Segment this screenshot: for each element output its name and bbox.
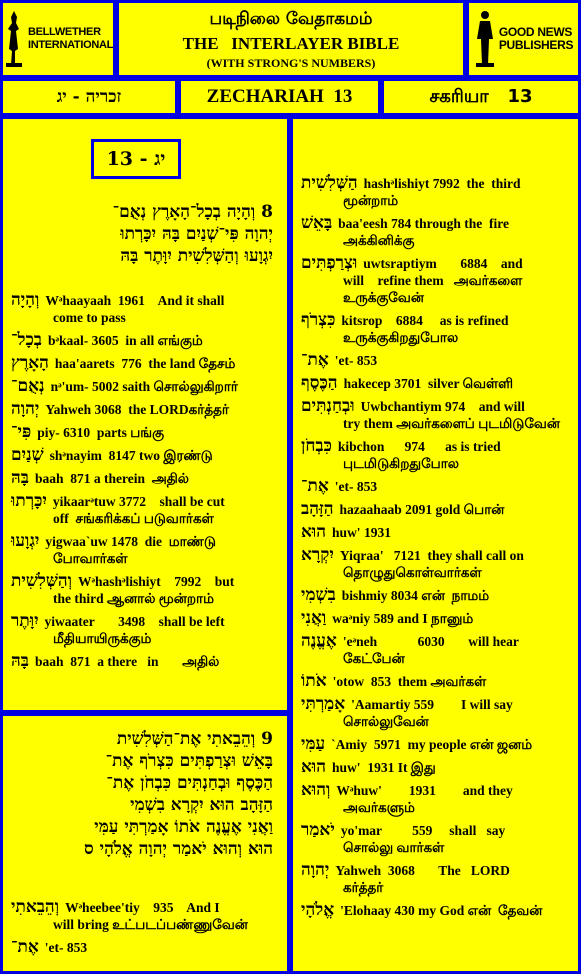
word-entry	[301, 547, 573, 581]
word-hebrew: הַזָּהָב	[301, 499, 334, 519]
word-entry	[301, 673, 573, 690]
word-entry	[301, 902, 573, 919]
word-gloss: baah 871 a there in அதில்	[34, 654, 220, 669]
word-hebrew: אֶת־	[11, 937, 39, 957]
word-gloss: kitsrop 6884 as is refined	[341, 313, 509, 328]
word-hebrew: אָמַרְתִּי	[301, 694, 346, 714]
word-gloss: Yahweh 3068 the LORDகர்த்தர்	[45, 402, 229, 417]
word-gloss: yiwaater 3498 shall be left	[44, 614, 225, 629]
word-gloss-continued: போவார்கள்	[53, 551, 128, 566]
word-gloss: Yahweh 3068 The LORD	[335, 863, 510, 878]
word-gloss-continued: off சங்கரிக்கப் படுவார்கள்	[53, 511, 214, 526]
word-entry	[11, 355, 277, 372]
word-hebrew: יְהוָה	[11, 399, 40, 419]
word-hebrew: בָּאֵשׁ	[301, 213, 333, 233]
word-entry	[301, 255, 573, 306]
word-gloss-continued: will bring உட்படப்பண்ணுவேன்	[53, 917, 248, 932]
word-gloss: 'et- 853	[44, 940, 88, 955]
word-entry	[301, 822, 573, 856]
word-entry	[301, 736, 573, 753]
word-gloss: 'et- 853	[334, 353, 378, 368]
verse9-hebrew-line: הַזָּהָב הוּא יִקְרָא בִשְׁמִי	[130, 795, 273, 815]
verse9-panel	[0, 713, 290, 974]
title-subtitle: (WITH STRONG'S NUMBERS)	[206, 56, 376, 70]
word-entry	[11, 533, 277, 567]
book-hebrew: זכריה - יג	[56, 87, 122, 107]
word-hebrew: כִּצְרֹף	[301, 310, 336, 330]
title-english: THE INTERLAYER BIBLE	[182, 34, 400, 53]
word-gloss: huw' 1931 It இது	[332, 760, 436, 775]
word-gloss: nᵊ'um- 5002 saith சொல்லுகிறார்	[50, 379, 238, 394]
title-block	[116, 0, 466, 78]
verse9-right-panel	[290, 116, 581, 974]
word-hebrew: אֹתוֹ	[301, 671, 327, 691]
word-entry	[301, 633, 573, 667]
word-entry	[11, 332, 277, 349]
word-gloss: bishmiy 8034 என் நாமம்	[341, 588, 490, 603]
word-gloss: yigwaa`uw 1478 die மாண்டு	[45, 534, 216, 549]
good-news-line2: PUBLISHERS	[498, 38, 574, 52]
word-entry	[11, 899, 277, 933]
word-gloss: `Amiy 5971 my people என் ஜனம்	[331, 737, 533, 752]
word-entry	[301, 862, 573, 896]
book-english: ZECHARIAH 13	[206, 86, 353, 107]
word-entry	[301, 352, 573, 369]
word-entry	[301, 175, 573, 209]
word-entry	[11, 470, 277, 487]
verse9-hebrew-line: וַאֲנִי אֶעֱנֶה אֹתוֹ אָמַרְתִּי עַמִּי	[94, 817, 273, 837]
word-entry	[11, 401, 277, 418]
book-english-cell	[178, 78, 381, 116]
word-gloss-continued: சொல்லுவேன்	[343, 714, 429, 729]
word-entry	[301, 782, 573, 816]
word-gloss: uwtsraptiym 6884 and	[363, 256, 523, 271]
bellwether-figure-icon	[3, 9, 25, 69]
word-gloss-continued: சொல்லு வார்கள்	[343, 840, 445, 855]
word-gloss: kibchon 974 as is tried	[337, 439, 501, 454]
good-news-figure-icon	[474, 9, 496, 69]
word-hebrew: אֶעֱנֶה	[301, 631, 337, 651]
word-gloss-continued: மூன்றாம்	[343, 193, 399, 208]
word-hebrew: בָּהּ	[11, 651, 29, 671]
word-hebrew: אֱלֹהָי	[301, 900, 335, 920]
verse8-hebrew-line: 8 וְהָיָה בְכָל־הָאָרֶץ נְאֻם־	[112, 202, 273, 222]
word-gloss: bᵊkaal- 3605 in all எங்கும்	[47, 333, 203, 348]
word-gloss: Yiqraa' 7121 they shall call on	[339, 548, 524, 563]
word-entry	[301, 312, 573, 346]
word-entry	[11, 939, 277, 956]
word-gloss: huw' 1931	[332, 525, 391, 540]
verse9-hebrew-line: 9 וְהֵבֵאתִי אֶת־הַשְּׁלִשִׁית	[116, 729, 273, 749]
word-hebrew: נְאֻם־	[11, 376, 45, 396]
word-gloss: piy- 6310 parts பங்கு	[37, 425, 165, 440]
word-hebrew: יִוָּתֶר	[11, 611, 39, 631]
word-entry	[301, 501, 573, 518]
word-entry	[301, 375, 573, 392]
word-gloss-continued: உருக்குகிறதுபோல	[343, 330, 459, 345]
word-gloss: haa'aarets 776 the land தேசம்	[54, 356, 236, 371]
word-gloss: shᵊnayim 8147 two இரண்டு	[49, 448, 213, 463]
word-entry	[301, 759, 573, 776]
verse8-hebrew-line: יִגְוָעוּ וְהַשְּׁלִשִׁית יִוָּתֶר בָּהּ	[120, 246, 273, 266]
word-entry	[301, 524, 573, 541]
word-hebrew: הַשְּׁלִשִׁית	[301, 173, 358, 193]
word-hebrew: וְהָיָה	[11, 290, 40, 310]
verse8-hebrew-line: יְהוָה פִּי־שְׁנַיִם בָּהּ יִכָּרְתוּ	[120, 224, 273, 244]
verse8-hebrew	[113, 201, 273, 267]
word-gloss: baa'eesh 784 through the fire	[338, 216, 510, 231]
chapter-label	[91, 139, 181, 179]
word-entry	[11, 573, 277, 607]
word-gloss: Wᵊhaayaah 1961 And it shall	[45, 293, 225, 308]
word-gloss: Uwbchantiym 974 and will	[360, 399, 525, 414]
word-entry	[11, 447, 277, 464]
word-hebrew: הוּא	[301, 757, 327, 777]
word-gloss: Wᵊheebee'tiy 935 And I	[65, 900, 220, 915]
verse8-word-list	[11, 292, 277, 676]
verse9-hebrew	[84, 728, 273, 860]
word-entry	[11, 292, 277, 326]
word-gloss-continued: கர்த்தர்	[343, 880, 384, 895]
book-tamil-cell	[381, 78, 581, 116]
word-entry	[11, 653, 277, 670]
word-hebrew: הוּא	[301, 522, 327, 542]
word-gloss-continued: புடமிடுகிறதுபோல	[343, 456, 459, 471]
word-hebrew: יֹאמַר	[301, 820, 335, 840]
word-hebrew: יִגְוָעוּ	[11, 531, 40, 551]
word-gloss: hashᵊlishiyt 7992 the third	[363, 176, 521, 191]
word-gloss: 'Aamartiy 559 I will say	[351, 697, 513, 712]
good-news-logo	[466, 0, 581, 78]
word-gloss-continued: மீதியாயிருக்கும்	[53, 631, 152, 646]
word-hebrew: וּצְרַפְתִּים	[301, 253, 358, 273]
word-hebrew: יְהוָה	[301, 860, 330, 880]
word-gloss: Wᵊhuw' 1931 and they	[336, 783, 513, 798]
word-gloss: hazaahaab 2091 gold பொன்	[339, 502, 505, 517]
verse9-right-word-list	[301, 175, 573, 925]
word-hebrew: יִקְרָא	[301, 545, 334, 565]
word-entry	[11, 378, 277, 395]
word-gloss: 'eᵊneh 6030 will hear	[342, 634, 519, 649]
word-gloss: waᵊniy 589 and I நானும்	[332, 611, 474, 626]
word-entry	[301, 215, 573, 249]
good-news-line1: GOOD NEWS	[498, 25, 573, 39]
word-hebrew: עַמִּי	[301, 734, 326, 754]
word-entry	[301, 438, 573, 472]
word-hebrew: וַאֲנִי	[301, 608, 327, 628]
book-tamil: சகரியா 13	[429, 85, 533, 107]
word-hebrew: כִּבְחֹן	[301, 436, 332, 456]
word-gloss-continued: அக்கினிக்கு	[343, 233, 415, 248]
word-gloss: Wᵊhashᵊlishiyt 7992 but	[77, 574, 235, 589]
word-gloss-continued: உருக்குவேன்	[343, 290, 424, 305]
verse9-hebrew-line: הַכֶּסֶף וּבְחַנְתִּים כִּבְחֹן אֶת־	[106, 773, 273, 793]
verse9-hebrew-line: בָּאֵשׁ וּצְרַפְתִּים כִּצְרֹף אֶת־	[105, 751, 273, 771]
word-gloss: yo'mar 559 shall say	[340, 823, 506, 838]
word-hebrew: אֶת־	[301, 350, 329, 370]
word-gloss: yikaarᵊtuw 3772 shall be cut	[52, 494, 225, 509]
word-entry	[11, 424, 277, 441]
word-hebrew: בִשְׁמִי	[301, 585, 336, 605]
word-gloss: 'Elohaay 430 my God என் தேவன்	[340, 903, 543, 918]
word-entry	[11, 613, 277, 647]
word-gloss: 'et- 853	[334, 479, 378, 494]
word-gloss-continued: தொழுதுகொள்வார்கள்	[343, 565, 482, 580]
word-hebrew: הָאָרֶץ	[11, 353, 49, 373]
word-entry	[301, 696, 573, 730]
word-hebrew: וְהַשְּׁלִשִׁית	[11, 571, 72, 591]
word-gloss-continued: try them அவர்களைப் புடமிடுவேன்	[343, 416, 560, 431]
bellwether-logo	[0, 0, 116, 78]
chapter-label-text: יג - 13	[106, 147, 166, 170]
word-hebrew: אֶת־	[301, 476, 329, 496]
word-gloss-continued: come to pass	[53, 310, 126, 325]
word-hebrew: פִּי־	[11, 422, 32, 442]
word-gloss: baah 871 a therein அதில்	[34, 471, 190, 486]
word-gloss-continued: அவர்களும்	[343, 800, 415, 815]
word-entry	[301, 587, 573, 604]
word-hebrew: וְהֵבֵאתִי	[11, 897, 60, 917]
word-hebrew: בָּהּ	[11, 468, 29, 488]
bellwether-line1: BELLWETHER	[27, 26, 101, 38]
book-hebrew-cell	[0, 78, 178, 116]
word-hebrew: הַכֶּסֶף	[301, 373, 338, 393]
word-entry	[11, 493, 277, 527]
title-tamil: படிநிலை வேதாகமம்	[209, 9, 373, 29]
word-entry	[301, 478, 573, 495]
verse9-left-word-list	[11, 899, 277, 962]
bellwether-line2: INTERNATIONAL	[27, 39, 114, 51]
word-hebrew: שְׁנַיִם	[11, 445, 44, 465]
word-hebrew: בְכָל־	[11, 330, 42, 350]
verse8-panel	[0, 116, 290, 713]
word-gloss: 'otow 853 them அவர்கள்	[332, 674, 487, 689]
word-gloss-continued: கேட்பேன்	[343, 651, 405, 666]
word-gloss: hakecep 3701 silver வெள்ளி	[343, 376, 514, 391]
word-hebrew: וּבְחַנְתִּים	[301, 396, 355, 416]
word-entry	[301, 610, 573, 627]
verse9-hebrew-line: הוּא וְהוּא יֹאמַר יְהוָה אֱלֹהָי ס	[84, 839, 273, 859]
word-gloss-continued: the third ஆனால் மூன்றாம்	[53, 591, 214, 606]
word-hebrew: וְהוּא	[301, 780, 331, 800]
word-entry	[301, 398, 573, 432]
word-gloss-continued: will refine them அவர்களை	[343, 273, 523, 288]
word-hebrew: יִכָּרְתוּ	[11, 491, 47, 511]
